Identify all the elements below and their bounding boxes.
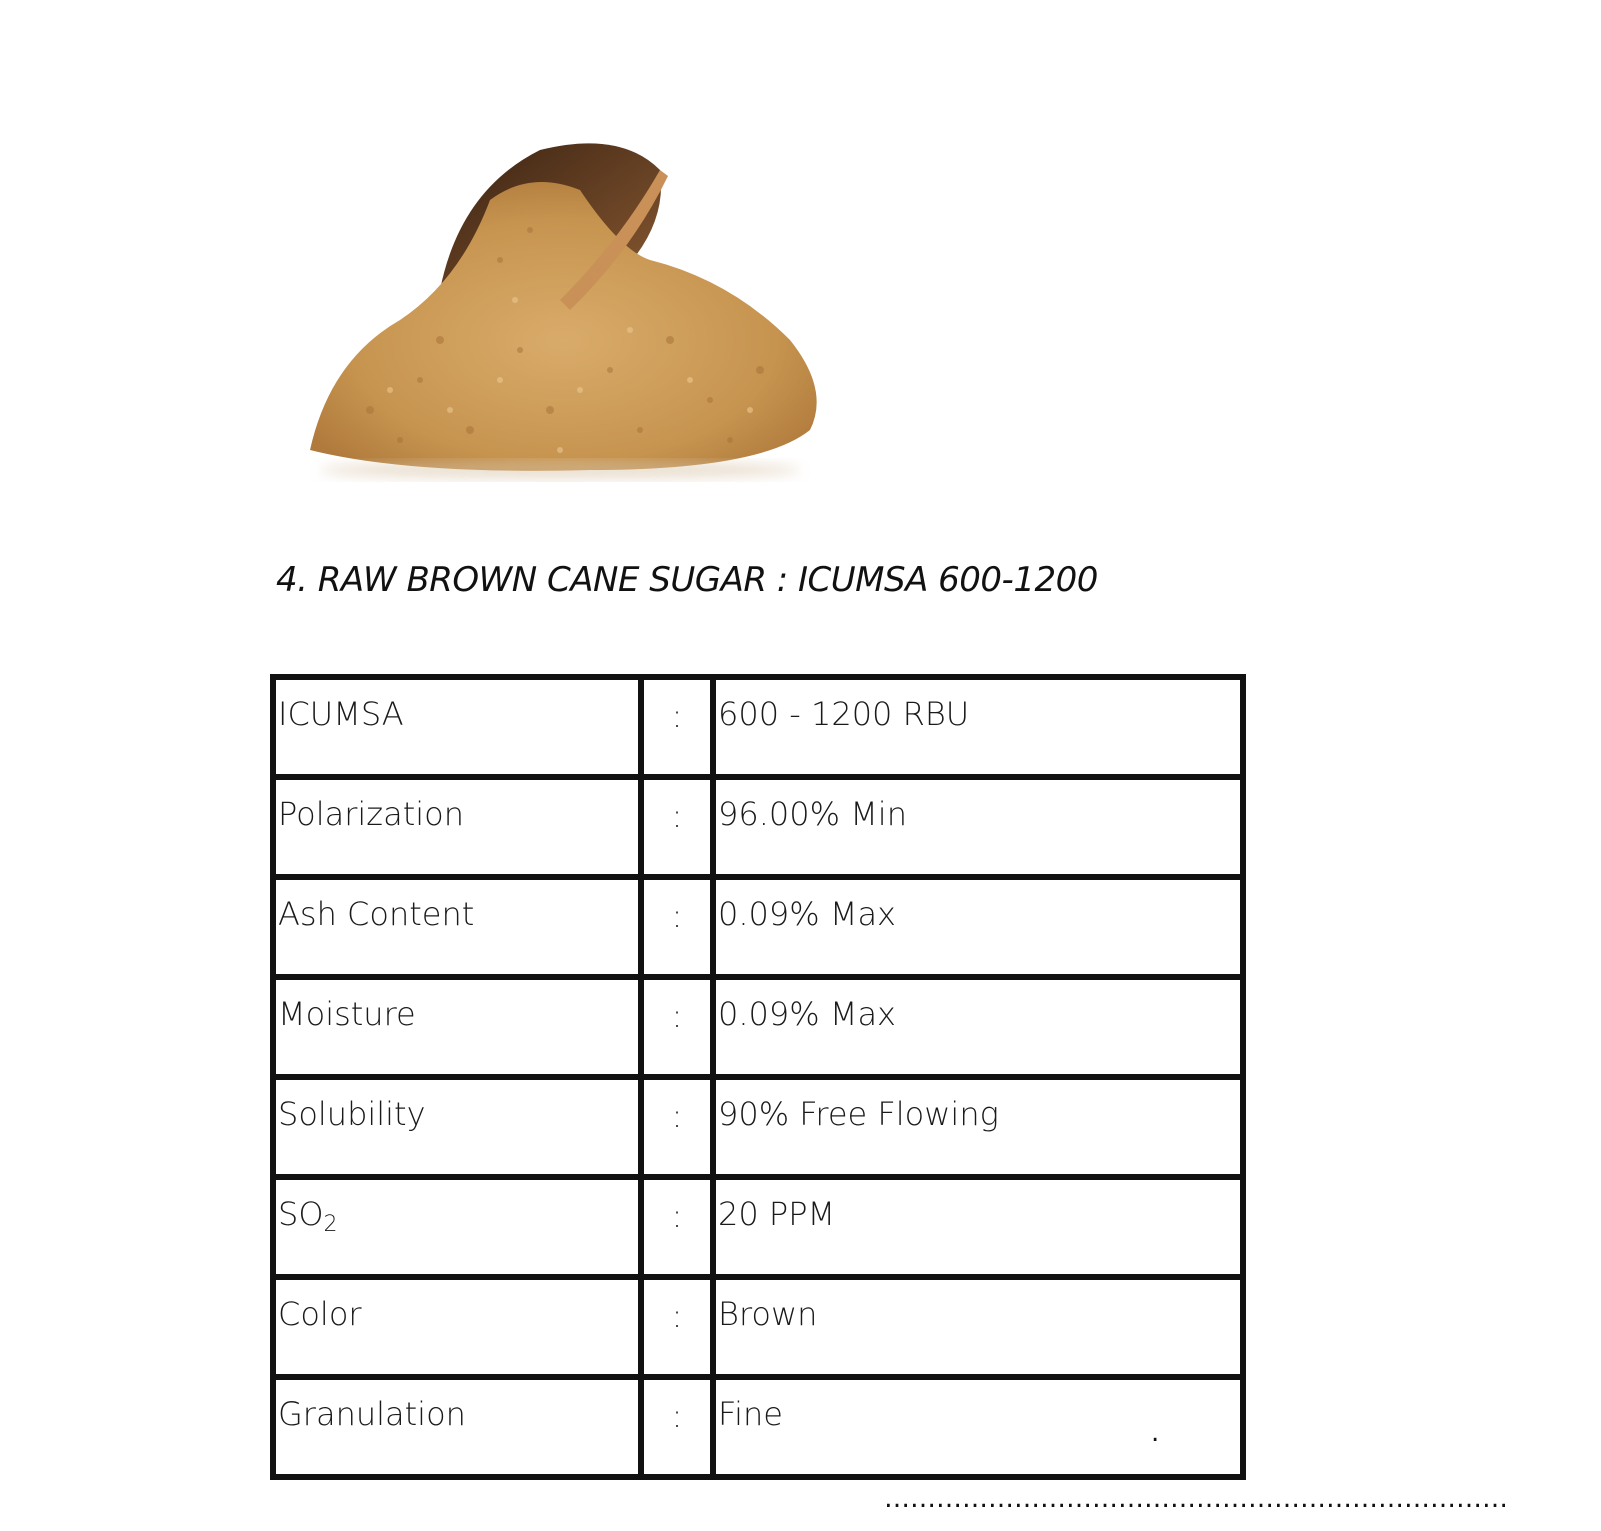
spec-value: Brown (713, 1277, 1243, 1377)
table-row (273, 1277, 1243, 1377)
spec-value: 90% Free Flowing (713, 1077, 1243, 1177)
spec-label (273, 1177, 641, 1277)
spec-label-subscript: 2 (323, 1212, 338, 1237)
table-row (273, 877, 1243, 977)
spec-separator: : (641, 1177, 713, 1277)
table-row (273, 677, 1243, 777)
spec-separator: : (641, 977, 713, 1077)
brown-sugar-image (290, 130, 850, 490)
spec-separator: : (641, 1277, 713, 1377)
spec-separator: : (641, 777, 713, 877)
spec-label: Polarization (273, 777, 641, 877)
table-row (273, 777, 1243, 877)
spec-value: 0.09% Max (713, 977, 1243, 1077)
table-row (273, 1377, 1243, 1477)
table-row (273, 1177, 1243, 1277)
spec-label: Moisture (273, 977, 641, 1077)
spec-value: 600 - 1200 RBU (713, 677, 1243, 777)
table-row (273, 1077, 1243, 1177)
spec-value: Fine (713, 1377, 1243, 1477)
spec-label: ICUMSA (273, 677, 641, 777)
spec-value: 20 PPM (713, 1177, 1243, 1277)
signature-line: ……………………………………………………………… (884, 1484, 1508, 1514)
spec-separator: : (641, 677, 713, 777)
spec-separator: : (641, 1377, 713, 1477)
spec-table (270, 674, 1246, 1480)
spec-label: Granulation (273, 1377, 641, 1477)
product-heading: 4. RAW BROWN CANE SUGAR : ICUMSA 600-1200 (276, 560, 1098, 600)
table-row (273, 977, 1243, 1077)
spec-separator: : (641, 1077, 713, 1177)
spec-value: 0.09% Max (713, 877, 1243, 977)
dot-mark: . (1151, 1418, 1160, 1448)
spec-label: Ash Content (273, 877, 641, 977)
spec-label: Color (273, 1277, 641, 1377)
spec-separator: : (641, 877, 713, 977)
sugar-pile-shape (310, 182, 817, 471)
spec-label-main: SO (278, 1195, 324, 1233)
spec-value: 96.00% Min (713, 777, 1243, 877)
spec-label: Solubility (273, 1077, 641, 1177)
